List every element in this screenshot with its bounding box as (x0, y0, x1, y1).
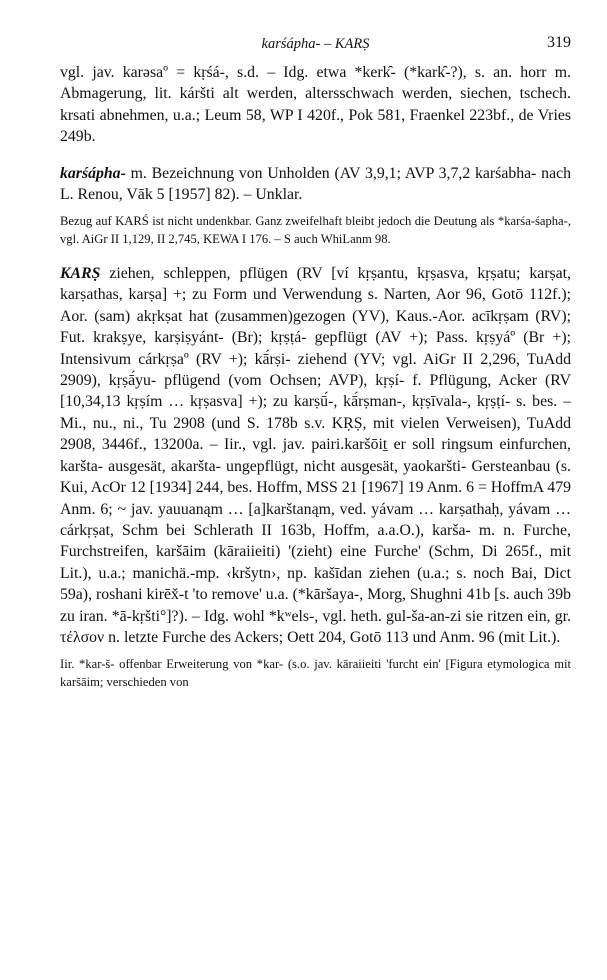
entry-karsapha (60, 163, 571, 206)
entry-text: m. Bezeichnung von Unholden (AV 3,9,1; AVP 3,7,2 karśabha- nach L. Renou, Vāk 5 [1957] 82). – Unklar. (60, 164, 571, 204)
page-number: 319 (547, 34, 571, 51)
entry-note (60, 213, 571, 248)
entry-text: ziehen, schleppen, pflügen (RV [ví kṛṣantu, kṛṣasva, kṛṣatu; karṣat, karṣathas, karṣa] +; zu Form und Verwendung s. Narten, Aor 96, Gotō 112f.); Aor. (sam) akṛkṣat hat (zusammen)gezogen (YV), Kaus.-Aor. acīkṛṣam (RV); Fut. krakṣye, karṣiṣyánt- (Br); kṛṣṭá- gepflügt (AV +); Pass. kṛṣyáº (Br +); Intensivum cárkṛṣaº (RV +); kā́rṣi- ziehend (YV; vgl. AiGr II 2,296, TuAdd 2909), kṛṣā́yu- pflügend (vom Ochsen; AVP), kṛṣí- f. Pflügung, Acker (RV [10,34,13 kṛṣím … kṛṣasva] +); zu karṣū́-, kā́rṣman-, kṛṣīvala-, kṛṣṭí- s. bes. – Mi., nu., ni., Tu 2908 (und S. 178b s.v. KṚṢ, mit vielen Verweisen), TuAdd 2908, 3446f., 13200a. – Iir., vgl. jav. pairi.karšōiṯ er soll ringsum einfurchen, karšta- ausgesät, akaršta- ungepflügt, nicht ausgesät, yaokaršti- Gersteanbau (s. Kui, AcOr 12 [1934] 244, bes. Hoffm, MSS 21 [1967] 19 Anm. 6 = HoffmA 479 Anm. 6; ~ jav. yauuanąm … [a]karštanąm, ved. yávam … karṣathaḥ, yávam … cárkṛṣat, Schm bei Schlerath II 163b, Hoffm, a.a.O.), karša- m. n. Furche, Furchstreifen, karšāim (kāraiieiti) '(zieht) eine Furche' (Schm, Di 265f., mit Lit.), u.a.; manichä.-mp. ‹kršytn›, np. kašīdan ziehen (u.a.; s. noch Bai, Dict 59a), roshani kirēx̌-t 'to remove' u.a. (*kāršaya-, Morg, Shughni 41b [s. auch 39b zu iran. *ā-kṛšti°]?). – Idg. wohl *kʷels-, vgl. heth. gul-ša-an-zi sie ritzen ein, gr. τέλσον n. letzte Furche des Ackers; Oett 204, Gotō 113 und Anm. 96 (mit Lit.). (60, 265, 571, 646)
note-text: Iir. *kar-š- offenbar Erweiterung von *kar- (s.o. jav. kāraiieiti 'furcht ein' [Figura etymologica mit karšāim; verschieden von (60, 657, 571, 689)
entry-kars (60, 263, 571, 648)
page-header (60, 0, 571, 62)
entry-text: vgl. jav. karəsaº = kṛśá-, s.d. – Idg. etwa *kerk̑- (*kark̑-?), s. an. horr m. Abmagerung, lit. káršti alt werden, altersschwach werden, siechen, tschech. krsati abnehmen, u.a.; Leum 58, WP I 420f., Pok 581, Fraenkel 223bf., de Vries 249b. (60, 64, 571, 146)
entry-continuation (60, 62, 571, 148)
note-text: Bezug auf KARŚ ist nicht undenkbar. Ganz zweifelhaft bleibt jedoch die Deutung als *karśa-śapha-, vgl. AiGr II 1,129, II 2,745, KEWA I 176. – S auch WhiLanm 98. (60, 214, 571, 246)
entry-headword: KARṢ (60, 265, 101, 283)
entry-note (60, 656, 571, 691)
entry-headword: karśápha- (60, 164, 126, 182)
running-head: karśápha- – KARṢ (261, 36, 370, 52)
